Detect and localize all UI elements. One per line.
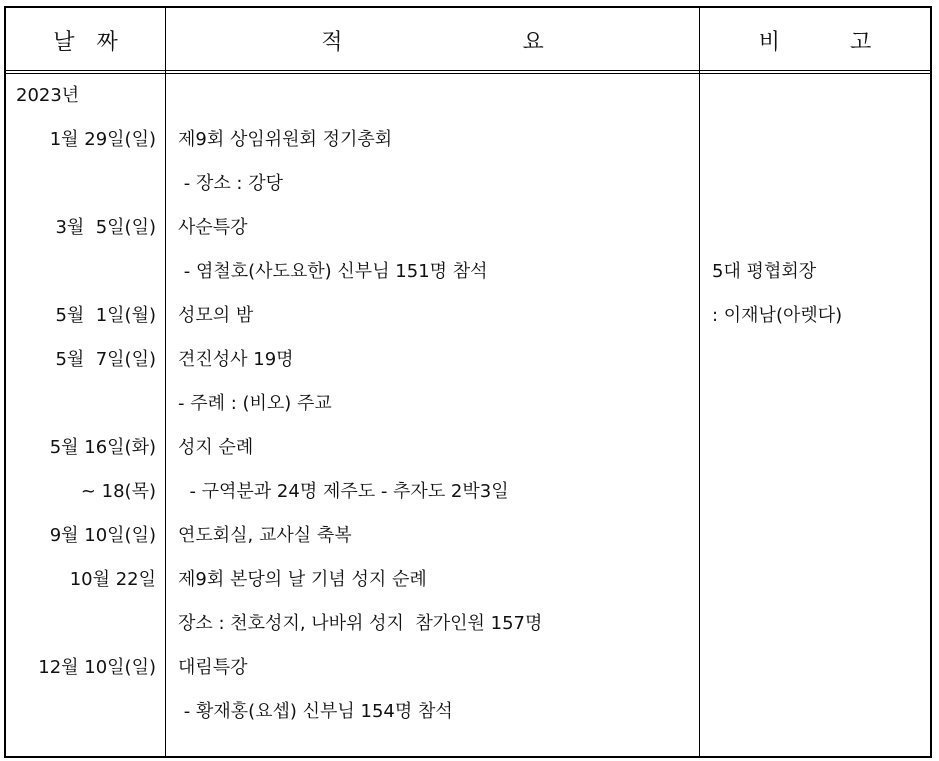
header-summary-char-1: 적 <box>321 29 343 55</box>
note-cell <box>712 426 927 470</box>
table-row <box>6 294 930 338</box>
date-cell: ~ 18(목) <box>80 481 156 502</box>
note-cell <box>712 382 927 426</box>
table-row <box>6 338 930 382</box>
summary-cell: - 장소 : 강당 <box>178 173 283 194</box>
note-cell <box>712 338 927 382</box>
summary-cell: 대림특강 <box>178 657 248 678</box>
table-row <box>6 118 930 162</box>
header-summary <box>166 8 699 72</box>
summary-cell: 장소 : 천호성지, 나바위 성지 참가인원 157명 <box>178 613 543 634</box>
activity-table <box>4 6 932 758</box>
note-cell <box>712 558 927 602</box>
summary-cell: 사순특강 <box>178 217 248 238</box>
header-note-char-2: 고 <box>850 29 872 55</box>
table-row <box>6 382 930 426</box>
summary-cell: 연도회실, 교사실 축복 <box>178 525 352 546</box>
date-cell: 9월 10일(일) <box>49 525 156 546</box>
summary-cell: 제9회 상임위원회 정기총회 <box>178 129 393 150</box>
year-label: 2023년 <box>16 85 80 106</box>
date-cell <box>6 382 156 426</box>
table-row <box>6 558 930 602</box>
note-cell <box>712 162 927 206</box>
date-cell <box>6 690 156 734</box>
date-cell: 5월 7일(일) <box>55 349 156 370</box>
table-row <box>6 646 930 690</box>
table-row <box>6 162 930 206</box>
summary-cell: 제9회 본당의 날 기념 성지 순례 <box>178 569 427 590</box>
header-date <box>6 8 165 72</box>
date-cell: 1월 29일(일) <box>49 129 156 150</box>
table-row <box>6 206 930 250</box>
note-cell <box>712 118 927 162</box>
date-cell: 5월 16일(화) <box>49 437 156 458</box>
note-cell: 5대 평협회장 <box>712 261 817 282</box>
note-cell <box>712 646 927 690</box>
summary-cell: - 주례 : (비오) 주교 <box>178 393 332 414</box>
date-cell: 10월 22일 <box>69 569 156 590</box>
summary-cell: - 구역분과 24명 제주도 - 추자도 2박3일 <box>178 481 509 502</box>
table-row <box>6 426 930 470</box>
note-cell: : 이재남(아렛다) <box>712 305 843 326</box>
summary-cell: 성지 순례 <box>178 437 254 458</box>
note-cell <box>712 514 927 558</box>
table-row <box>6 602 930 646</box>
note-cell <box>712 690 927 734</box>
date-cell <box>6 162 156 206</box>
date-cell <box>6 602 156 646</box>
note-cell <box>712 602 927 646</box>
date-cell: 3월 5일(일) <box>55 217 156 238</box>
date-cell: 5월 1일(월) <box>55 305 156 326</box>
summary-cell: - 황재홍(요셉) 신부님 154명 참석 <box>178 701 453 722</box>
date-cell: 12월 10일(일) <box>38 657 156 678</box>
table-row <box>6 470 930 514</box>
date-cell <box>6 250 156 294</box>
year-row <box>6 74 930 118</box>
table-row <box>6 514 930 558</box>
header-date-char-2: 짜 <box>96 29 118 55</box>
header-note <box>700 8 930 72</box>
summary-cell: 견진성사 19명 <box>178 349 294 370</box>
header-date-char-1: 날 <box>53 29 75 55</box>
table-row <box>6 250 930 294</box>
summary-cell: - 염철호(사도요한) 신부님 151명 참석 <box>178 261 488 282</box>
table-row <box>6 690 930 734</box>
summary-cell: 성모의 밤 <box>178 305 254 326</box>
header-summary-char-2: 요 <box>522 29 544 55</box>
header-note-char-1: 비 <box>758 29 780 55</box>
note-cell <box>712 470 927 514</box>
note-cell <box>712 206 927 250</box>
